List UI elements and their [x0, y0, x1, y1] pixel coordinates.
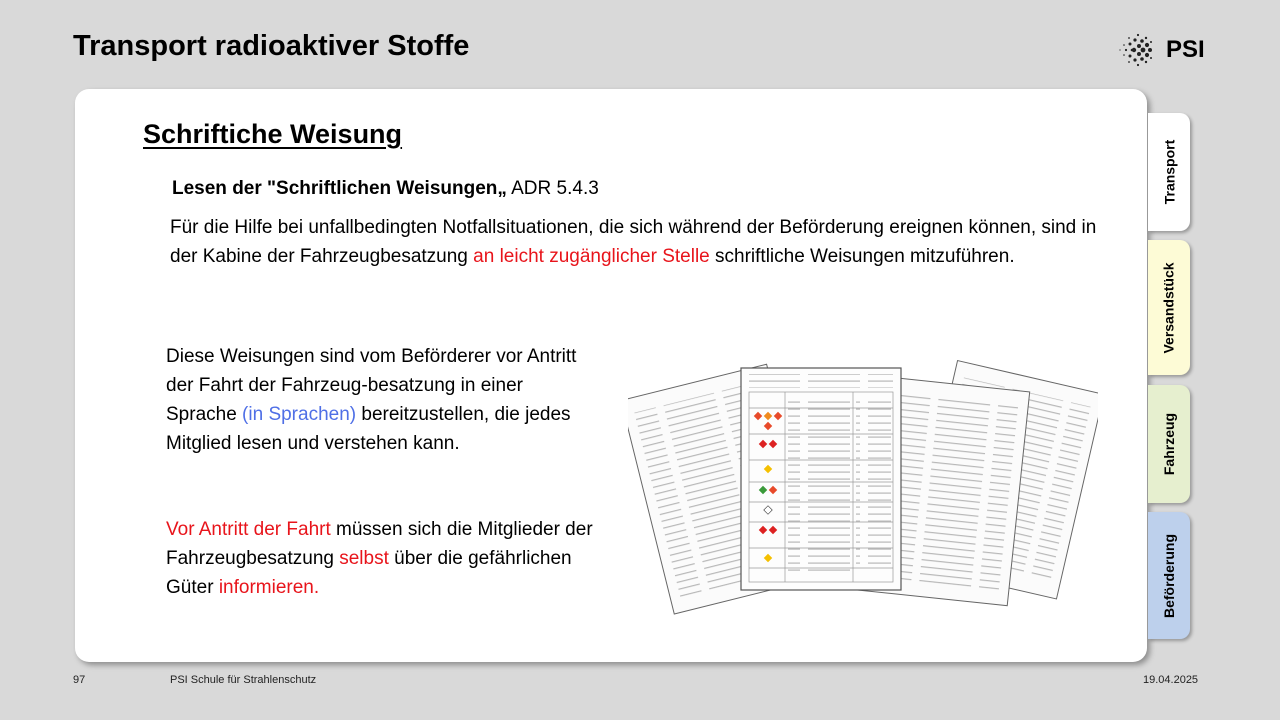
- tab-label: Fahrzeug: [1161, 412, 1178, 476]
- tab-fahrzeug[interactable]: [1148, 385, 1190, 503]
- highlight-red: Vor Antritt der Fahrt: [166, 519, 331, 540]
- text: über die gefährlichen Güter: [166, 548, 572, 598]
- text: Diese Weisungen sind vom Beförderer vor Antritt der Fahrt der Fahrzeug-besatzung in einer Sprache: [166, 346, 577, 425]
- tab-label: Transport: [1161, 139, 1178, 205]
- lead-ref: ADR 5.4.3: [506, 178, 599, 199]
- tab-versandstueck[interactable]: [1148, 240, 1190, 375]
- footer-organization: PSI Schule für Strahlenschutz: [170, 674, 317, 686]
- psi-logo-text: PSI: [1166, 36, 1205, 63]
- highlight-blue: (in Sprachen): [242, 404, 357, 425]
- highlight-red: selbst: [339, 548, 389, 569]
- tab-befoerderung[interactable]: [1148, 512, 1190, 639]
- footer-date: 19.04.2025: [1143, 674, 1199, 686]
- paragraph-language: [166, 342, 596, 458]
- paragraph-inform: [166, 515, 596, 602]
- text: müssen sich die Mitglieder der Fahrzeugbesatzung: [166, 519, 593, 569]
- tab-label: Beförderung: [1161, 533, 1177, 618]
- tab-transport[interactable]: [1148, 113, 1190, 231]
- tab-label: Versandstück: [1161, 261, 1177, 354]
- lead-bold: Lesen der "Schriftlichen Weisungen„: [172, 178, 507, 199]
- paragraph-intro: [170, 213, 1100, 271]
- page-title: Transport radioaktiver Stoffe: [73, 30, 470, 62]
- section-heading: Schriftiche Weisung: [143, 119, 403, 149]
- document-sheets-image: [628, 350, 1098, 636]
- lead-line: [172, 178, 599, 200]
- page-number: 97: [73, 674, 86, 686]
- highlight-red: an leicht zugänglicher Stelle: [473, 246, 710, 267]
- text: bereitzustellen, die jedes Mitglied lesen und verstehen kann.: [166, 404, 571, 454]
- text: schriftliche Weisungen mitzuführen.: [709, 246, 1015, 267]
- text: Für die Hilfe bei unfallbedingten Notfallsituationen, die sich während der Beförderung ereignen können, sind in der Kabine der Fahrzeugbesatzung: [170, 217, 1097, 267]
- highlight-red: informieren.: [218, 577, 320, 598]
